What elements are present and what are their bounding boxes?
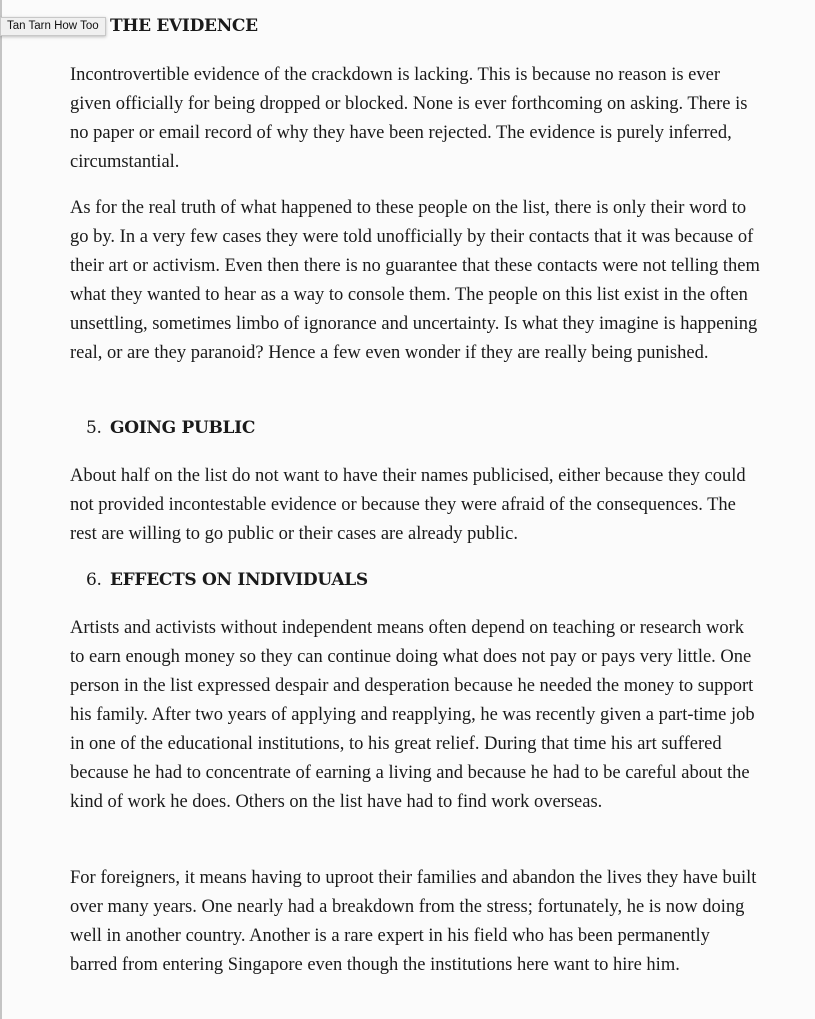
section-title: GOING PUBLIC — [110, 418, 256, 438]
section-heading-going-public — [86, 418, 256, 438]
paragraph: Incontrovertible evidence of the crackdown is lacking. This is because no reason is ever given officially for being dropped or blocked. None is ever forthcoming on asking. There is no paper or email record of why they have been rejected. The evidence is purely inferred, circumstantial. — [70, 65, 748, 172]
page-left-border — [0, 0, 2, 1019]
hover-tooltip: Tan Tarn How Too — [0, 17, 106, 36]
section-title: THE EVIDENCE — [110, 16, 258, 36]
section-title: EFFECTS ON INDIVIDUALS — [110, 570, 368, 590]
section-number: 5. — [86, 418, 102, 438]
section-heading-effects-on-individuals — [86, 570, 368, 590]
paragraph: For foreigners, it means having to uproot their families and abandon the lives they have built over many years. One nearly had a breakdown from the stress; fortunately, he is now doing well in another country. Another is a rare expert in his field who has been permanently barred from entering Singapore even though the institutions here want to hire him. — [70, 868, 757, 975]
paragraph: Artists and activists without independent means often depend on teaching or research work to earn enough money so they can continue doing what does not pay or pays very little. One person in the list expressed despair and desperation because he needed the money to support his family. After two years of applying and reapplying, he was recently given a part-time job in one of the educational institutions, to his great relief. During that time his art suffered because he had to concentrate of earning a living and because he had to be careful about the kind of work he does. Others on the list have had to find work overseas. — [70, 618, 755, 812]
paragraph: About half on the list do not want to have their names publicised, either because they could not provided incontestable evidence or because they were afraid of the consequences. The rest are willing to go public or their cases are already public. — [70, 466, 746, 544]
section-heading-evidence — [110, 16, 258, 36]
paragraph: As for the real truth of what happened to these people on the list, there is only their word to go by. In a very few cases they were told unofficially by their contacts that it was because of their art or activism. Even then there is no guarantee that these contacts were not telling them what they wanted to hear as a way to console them. The people on this list exist in the often unsettling, sometimes limbo of ignorance and uncertainty. Is what they imagine is happening real, or are they paranoid? Hence a few even wonder if they are really being punished. — [70, 198, 760, 363]
section-number: 6. — [86, 570, 102, 590]
